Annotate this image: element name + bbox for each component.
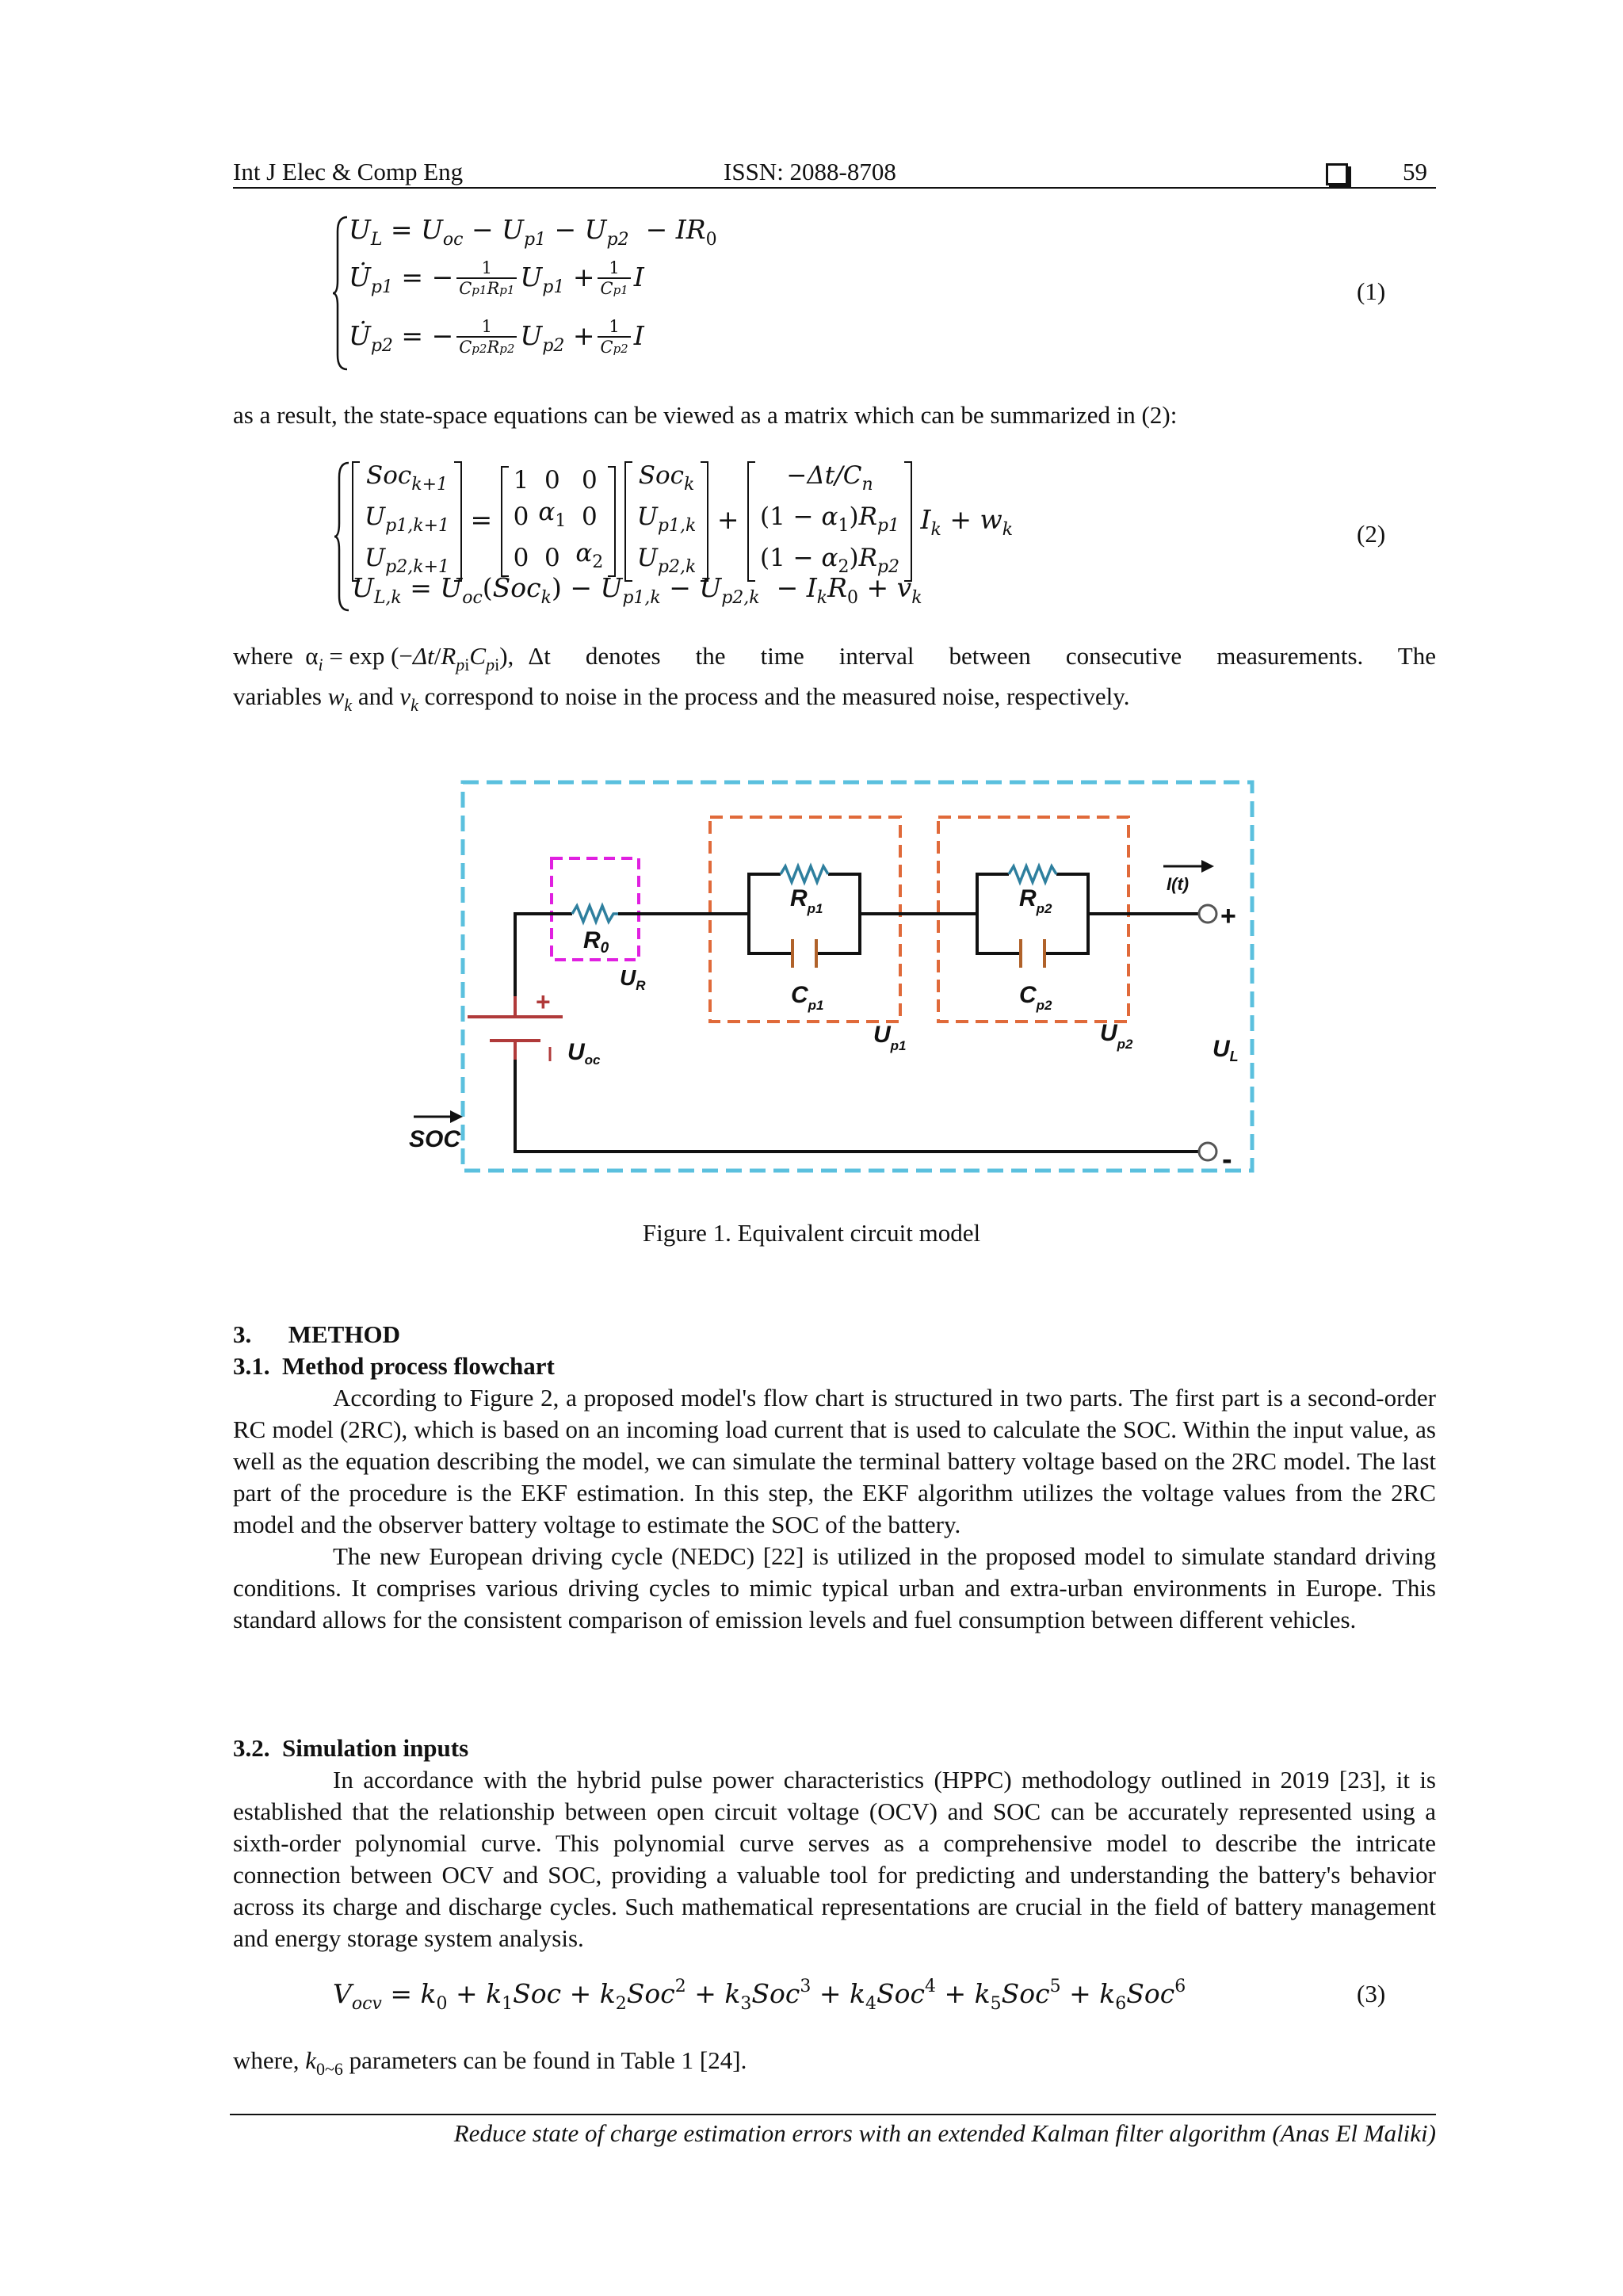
- journal-name: Int J Elec & Comp Eng: [233, 158, 464, 185]
- rp2-label: $R_{p2}$: [1019, 885, 1052, 916]
- r0-resistor: [572, 906, 618, 922]
- equation-3-number: (3): [1357, 1980, 1386, 2008]
- section-3-heading: 3. METHOD: [233, 1320, 400, 1348]
- up1-label: $U_{p1}$: [873, 1022, 907, 1053]
- up2-label: $U_{p2}$: [1100, 1020, 1133, 1052]
- rp1-resistor: [781, 866, 828, 882]
- running-footer: Reduce state of charge estimation errors with an extended Kalman filter algorithm (Anas El Maliki): [453, 2119, 1436, 2147]
- cp2-capacitor: [1021, 939, 1044, 968]
- negative-terminal: [1199, 1143, 1216, 1160]
- soc-label: SOC: [409, 1126, 461, 1152]
- current-label: I(t): [1167, 874, 1190, 894]
- header-rule: [233, 187, 1436, 189]
- footer-rule: [230, 2114, 1436, 2115]
- uoc-label: $U_{oc}$: [567, 1039, 601, 1068]
- equation-3: $V_{ocv} = k_0 + k_1Soc + k_2Soc^2 + k_3Soc^3 + k_4Soc^4 + k_5Soc^5 + k_6Soc^6$: [333, 1977, 1186, 2014]
- page-number: 59: [1403, 158, 1427, 185]
- section-3-1-body: According to Figure 2, a proposed model's flow chart is structured in two parts. The first part is a second-order RC model (2RC), which is based on an incoming load current that is used to calculate the SOC. Within the input value, as well as the equation describing the model, we can simulate the terminal battery voltage based on the 2RC model. The last part of the procedure is the EKF estimation. In this step, the EKF algorithm utilizes the voltage values from the 2RC model and the observer battery voltage to estimate the SOC of the battery. The new European driving cycle (NEDC) [22] is utilized in the proposed model to simulate standard driving conditions. It comprises various driving cycles to mimic typical urban and extra-urban environments in Europe. This standard allows for the consistent comparison of emission levels and fuel consumption between different vehicles.: [233, 1384, 1436, 1633]
- issn: ISSN: 2088-8708: [724, 158, 896, 185]
- plus-sign: +: [1220, 901, 1236, 931]
- positive-terminal: [1199, 905, 1216, 923]
- equation-2-number: (2): [1357, 520, 1386, 548]
- outer-dashed-box: [463, 782, 1252, 1171]
- r0-label: $R_0$: [583, 927, 609, 957]
- cp1-label: $C_{p1}$: [791, 982, 824, 1013]
- section-3-2-body: In accordance with the hybrid pulse power characteristics (HPPC) methodology outlined in 2019 [23], it is established that the relationship between open circuit voltage (OCV) and SOC can be accurately represented using a sixth-order polynomial curve. This polynomial curve serves as a comprehensive model to describe the intricate connection between OCV and SOC, providing a valuable tool for predicting and understanding the battery's behavior across its charge and discharge cycles. Such mathematical representations are crucial in the field of battery management and energy storage system analysis.: [233, 1766, 1436, 1952]
- paragraph-state-space: as a result, the state-space equations can be viewed as a matrix which can be summarized in (2):: [233, 401, 1178, 429]
- rp1-label: $R_{p1}$: [790, 885, 823, 916]
- paper-page: Int J Elec & Comp Eng ISSN: 2088-8708 59 $U_L = U_{oc} - U_{p1} - U_{p2} - IR_0$ $U̇_{p1}$ = − $\frac{1}{Cp1Rp1}$ $U_{p1}$ + $\frac{1}{Cp1}$ I $U̇_{p2}$ = − $\frac{1}{Cp2Rp2}$ $U_{p2}$ + $\frac{1}{Cp2}$ I (1) as a result, the state-space equations can be viewed as a matrix which can be summarized in (2): Soc$_{k+1}$ $U_{p1,k+1}$ $U_{p2,k+1}$ = 1 0 0 0 $\alpha_1$ 0 0 0 $\alpha_2$ Soc$_k$ $U_{p1,k}$ $U_{p2,k}$ + $-\Delta t/C_n$ $(1 - \alpha_1)R_{p1}$ $(1 - \alpha_2)R_{p2}$ $I_k + w_k$ $U_{L,k} = U_{oc}(Soc_k) - U_{p1,k} - U_{p2,k} - I_kR_0 + v_k$ (2) where $\alpha_i = \exp (-\Delta t/R_{pi}C_{pi})$, Δt denotes the time interval between consecutive measurements. The variables $w_k$ and $v_k$ correspond to noise in the process and the measured noise, respectively. $R_0$ $U_R$ $R_{p1}$ $C_{p1}$ $R_{p2}$ $C_{p2}$ $U_{p1}$ $U_{p2}$ $U_{oc}$ $U_L$ I(t) SOC + - + Figure 1. Equivalent circuit model 3. METHOD 3.1. Method process flowchart According to Figure 2, a proposed model's flow chart is structured in two parts. The first part is a second-order RC model (2RC), which is based on an incoming load current that is used to calculate the SOC. Within the input value, as well as the equation describing the model, we can simulate the terminal battery voltage based on the 2RC model. The last part of the procedure is the EKF estimation. In this step, the EKF algorithm utilizes the voltage values from the 2RC model and the observer battery voltage to estimate the SOC of the battery. The new European driving cycle (NEDC) [22] is utilized in the proposed model to simulate standard driving conditions. It comprises various driving cycles to mimic typical urban and extra-urban environments in Europe. This standard allows for the consistent comparison of emission levels and fuel consumption between different vehicles. 3.2. Simulation inputs In accordance with the hybrid pulse power characteristics (HPPC) methodology outlined in 2019 [23], it is established that the relationship between open circuit voltage (OCV) and SOC can be accurately represented using a sixth-order polynomial curve. This polynomial curve serves as a comprehensive model to describe the intricate connection between OCV and SOC, providing a valuable tool for predicting and understanding the battery's behavior across its charge and discharge cycles. Such mathematical representations are crucial in the field of battery management and energy storage system analysis. $V_{ocv} = k_0 + k_1Soc + k_2Soc^2 + k_3Soc^3 + k_4Soc^4 + k_5Soc^5 + k_6Soc^6$ (3) where, $k_{0\sim 6}$ parameters can be found in Table 1 [24]. Reduce state of charge estimation errors with an extended Kalman filter algorithm (Anas El Maliki): [0, 0, 1623, 2296]
- equation-2-brace: [333, 461, 350, 612]
- equation-1-number: (1): [1357, 277, 1386, 305]
- battery-plus-sign: +: [536, 988, 551, 1016]
- cp1-capacitor: [792, 939, 816, 968]
- ur-label: $U_R$: [620, 965, 646, 993]
- rp2-resistor: [1009, 866, 1056, 882]
- current-arrow-icon: [1163, 860, 1214, 873]
- paragraph-where: where $\alpha_i = \exp (-\Delta t/R_{pi}C_{pi})$, Δt denotes the time interval between consecutive measurements. The variables $w_k$ and $v_k$ correspond to noise in the process and the measured noise, respectively.: [233, 642, 1436, 715]
- section-3-2-heading: 3.2. Simulation inputs: [233, 1734, 469, 1762]
- section-3-1-heading: 3.1. Method process flowchart: [233, 1352, 555, 1380]
- equation-1-brace: [331, 216, 349, 371]
- paragraph-after-eq3: where, $k_{0\sim 6}$ parameters can be found in Table 1 [24].: [233, 2046, 747, 2079]
- soc-arrow-icon: [414, 1110, 463, 1123]
- cp2-label: $C_{p2}$: [1019, 982, 1052, 1013]
- figure-1-caption: Figure 1. Equivalent circuit model: [642, 1219, 981, 1247]
- minus-sign: -: [1222, 1143, 1232, 1176]
- ul-label: $U_L$: [1212, 1036, 1239, 1064]
- circuit-wires: [515, 874, 1198, 1152]
- square-bullet-icon: [1326, 163, 1348, 185]
- equivalent-circuit-figure: [396, 773, 1268, 1185]
